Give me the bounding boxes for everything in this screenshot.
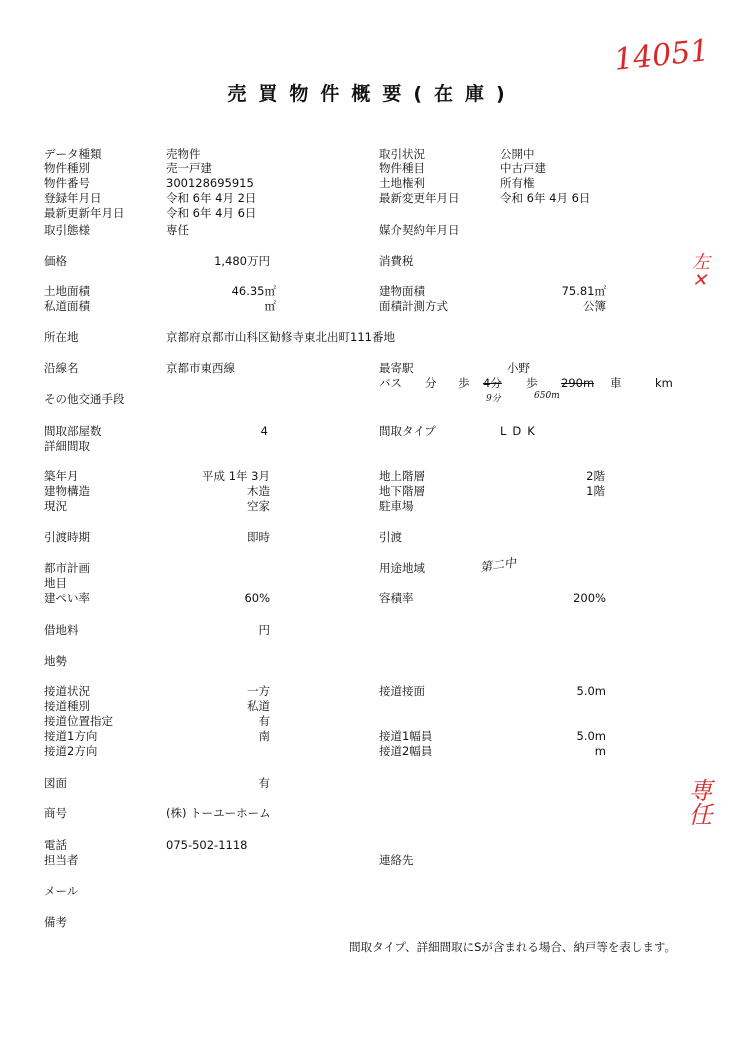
handwritten-mark: 左✕ — [689, 252, 710, 291]
data-type-value: 売物件 — [166, 147, 201, 161]
measure-label: 面積計測方式 — [379, 299, 448, 313]
staff-label: 担当者 — [44, 853, 79, 867]
land-area-label: 土地面積 — [44, 284, 90, 298]
road-position-label: 接道位置指定 — [44, 714, 113, 728]
other-transport-label: その他交通手段 — [44, 392, 125, 406]
footer-note: 間取タイプ、詳細間取にSが含まれる場合、納戸等を表します。 — [349, 940, 676, 954]
land-right-label: 土地権利 — [379, 176, 425, 190]
floors-above-value: 2階 — [586, 469, 605, 483]
handwritten-number: 14051 — [612, 33, 712, 78]
trade-mode-label: 取引態様 — [44, 223, 90, 237]
floors-below-label: 地下階層 — [379, 484, 425, 498]
land-category-label: 地目 — [44, 576, 67, 590]
road2-direction-label: 接道2方向 — [44, 744, 98, 758]
road2-width-label: 接道2幅員 — [379, 744, 433, 758]
line-value: 京都市東西線 — [166, 361, 235, 375]
walk-unit-2: 歩 — [526, 376, 538, 390]
built-label: 築年月 — [44, 469, 79, 483]
registration-date-value: 令和 6年 4月 2日 — [166, 191, 257, 205]
car-unit: 車 — [610, 376, 622, 390]
private-road-value: ㎡ — [264, 299, 276, 313]
road1-direction-label: 接道1方向 — [44, 729, 98, 743]
detail-layout-label: 詳細間取 — [44, 439, 90, 453]
trade-status-label: 取引状況 — [379, 147, 425, 161]
price-value: 1,480万円 — [214, 254, 270, 268]
walk-distance-value: 290m — [561, 376, 595, 390]
contact-label: 連絡先 — [379, 853, 414, 867]
road-position-value: 有 — [258, 714, 270, 728]
floors-below-value: 1階 — [586, 484, 605, 498]
road-type-label: 接道種別 — [44, 699, 90, 713]
road-type-value: 私道 — [247, 699, 270, 713]
rooms-label: 間取部屋数 — [44, 424, 102, 438]
zoning-label: 用途地域 — [379, 561, 425, 575]
kind-value: 売一戸建 — [166, 161, 212, 175]
road2-width-value: m — [594, 744, 606, 758]
built-value: 平成 1年 3月 — [202, 469, 270, 483]
coverage-value: 60% — [244, 591, 270, 605]
price-label: 価格 — [44, 254, 67, 268]
layout-type-label: 間取タイプ — [379, 424, 436, 438]
far-value: 200% — [573, 591, 606, 605]
registration-date-label: 登録年月日 — [44, 191, 102, 205]
trade-name-label: 商号 — [44, 806, 67, 820]
frontage-value: 5.0m — [576, 684, 606, 698]
station-value: 小野 — [507, 361, 530, 375]
address-label: 所在地 — [44, 330, 79, 344]
status-value: 空家 — [247, 499, 270, 513]
private-road-label: 私道面積 — [44, 299, 90, 313]
bus-label: バス — [379, 376, 402, 390]
land-right-value: 所有権 — [500, 176, 535, 190]
drawing-label: 図面 — [44, 776, 67, 790]
handover-value: 即時 — [247, 530, 270, 544]
tax-label: 消費税 — [379, 254, 414, 268]
status-label: 現況 — [44, 499, 67, 513]
road1-direction-value: 南 — [258, 729, 270, 743]
walk-unit: 歩 — [458, 376, 470, 390]
trade-mode-value: 専任 — [166, 223, 189, 237]
mail-label: メール — [44, 884, 79, 898]
handwritten-bus-dist: 650m — [534, 391, 560, 401]
property-number-value: 300128695915 — [166, 176, 254, 190]
parking-label: 駐車場 — [379, 499, 414, 513]
road1-width-label: 接道1幅員 — [379, 729, 433, 743]
station-label: 最寄駅 — [379, 361, 414, 375]
trade-name-value: (株) トーユーホーム — [166, 806, 271, 820]
walk-minutes-value: 4分 — [483, 376, 502, 390]
delivery-label: 引渡 — [379, 530, 402, 544]
phone-label: 電話 — [44, 838, 67, 852]
structure-value: 木造 — [247, 484, 270, 498]
road-status-label: 接道状況 — [44, 684, 90, 698]
rooms-value: 4 — [260, 424, 268, 438]
change-date-value: 令和 6年 4月 6日 — [500, 191, 591, 205]
drawing-value: 有 — [258, 776, 270, 790]
line-label: 沿線名 — [44, 361, 79, 375]
land-area-value: 46.35㎡ — [231, 284, 276, 298]
frontage-label: 接道接面 — [379, 684, 425, 698]
page-title: 売買物件概要(在庫) — [227, 83, 517, 105]
measure-value: 公簿 — [583, 299, 606, 313]
handover-label: 引渡時期 — [44, 530, 90, 544]
km-unit: km — [655, 376, 673, 390]
trade-status-value: 公開中 — [500, 147, 535, 161]
property-number-label: 物件番号 — [44, 176, 90, 190]
building-area-label: 建物面積 — [379, 284, 425, 298]
coverage-label: 建ぺい率 — [44, 591, 90, 605]
change-date-label: 最新変更年月日 — [379, 191, 460, 205]
update-date-label: 最新更新年月日 — [44, 206, 125, 220]
phone-value: 075-502-1118 — [166, 838, 248, 852]
handwritten-senin: 専任 — [684, 778, 712, 826]
contract-date-label: 媒介契約年月日 — [379, 223, 460, 237]
data-type-label: データ種類 — [44, 147, 102, 161]
lease-fee-value: 円 — [258, 623, 270, 637]
handwritten-zoning: 第二中 — [479, 555, 517, 575]
item-value: 中古戸建 — [500, 161, 546, 175]
bus-minutes-unit: 分 — [425, 376, 437, 390]
update-date-value: 令和 6年 4月 6日 — [166, 206, 257, 220]
remarks-label: 備考 — [44, 915, 67, 929]
city-plan-label: 都市計画 — [44, 561, 90, 575]
floors-above-label: 地上階層 — [379, 469, 425, 483]
terrain-label: 地勢 — [44, 654, 67, 668]
layout-type-value: LDK — [500, 424, 541, 438]
building-area-value: 75.81㎡ — [561, 284, 606, 298]
structure-label: 建物構造 — [44, 484, 90, 498]
item-label: 物件種目 — [379, 161, 425, 175]
road1-width-value: 5.0m — [576, 729, 606, 743]
far-label: 容積率 — [379, 591, 414, 605]
address-value: 京都府京都市山科区勧修寺東北出町111番地 — [166, 330, 395, 344]
kind-label: 物件種別 — [44, 161, 90, 175]
road-status-value: 一方 — [247, 684, 270, 698]
handwritten-bus-walk: 9分 — [486, 394, 501, 404]
lease-fee-label: 借地料 — [44, 623, 79, 637]
